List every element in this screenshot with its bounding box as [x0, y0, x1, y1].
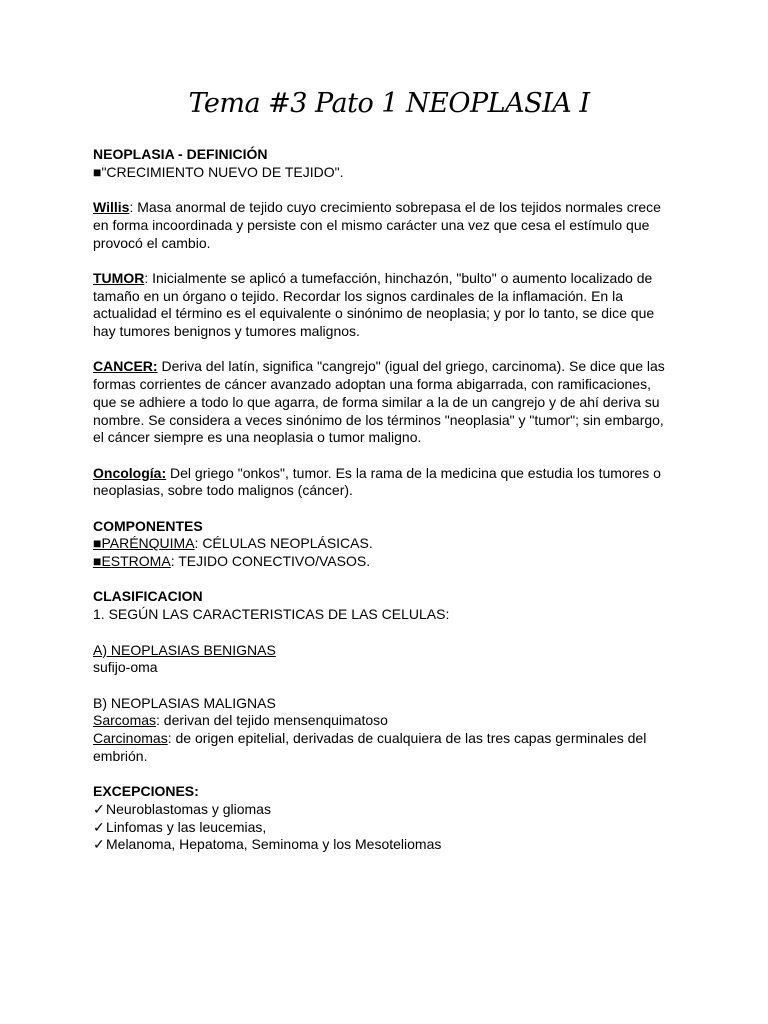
oncologia-section: [93, 465, 683, 500]
willis-section: [93, 199, 683, 252]
check-icon: ✓: [93, 836, 105, 853]
excepcion-text: Neuroblastomas y gliomas: [106, 800, 271, 817]
willis-line-2: en forma incoordinada y persiste con el mismo carácter una vez que cesa el estímulo que: [93, 216, 650, 233]
componente-text-estroma: : TEJIDO CONECTIVO/VASOS.: [170, 553, 371, 570]
cancer-section: [93, 358, 683, 447]
cancer-term: CANCER:: [93, 358, 158, 375]
benignas-text: sufijo-oma: [93, 659, 158, 676]
sarcomas-line: [93, 712, 683, 730]
oncologia-text-1: Del griego "onkos", tumor. Es la rama de la medicina que estudia los tumores o: [166, 464, 661, 481]
tumor-line-3: actualidad el término es el equivalente o sinónimo de neoplasia; y por lo tanto, se dice que: [93, 305, 655, 322]
tumor-line-1: [93, 270, 683, 288]
carcinomas-text-1: : de origen epitelial, derivadas de cualquiera de las tres capas germinales del: [167, 730, 647, 747]
carcinomas-line-1: [93, 730, 683, 748]
willis-term: Willis: [93, 199, 130, 216]
definicion-section: [93, 146, 683, 181]
componente-text-parenquima: : CÉLULAS NEOPLÁSICAS.: [194, 535, 373, 552]
willis-line-1: [93, 199, 683, 217]
definicion-text: ■"CRECIMIENTO NUEVO DE TEJIDO".: [93, 163, 344, 180]
tumor-line-2: tamaño en un órgano o tejido. Recordar los signos cardinales de la inflamación. En la: [93, 287, 623, 304]
componente-item-estroma: [93, 553, 683, 571]
componente-label-estroma: ■ESTROMA: [93, 553, 171, 570]
sarcomas-term: Sarcomas: [93, 712, 157, 729]
tumor-term: TUMOR: [93, 269, 145, 286]
clasificacion-subheading: 1. SEGÚN LAS CARACTERISTICAS DE LAS CELULAS:: [93, 606, 450, 623]
cancer-line-2: formas corrientes de cáncer avanzado adoptan una forma abigarrada, con ramificaciones,: [93, 376, 651, 393]
tumor-section: [93, 270, 683, 341]
excepcion-item: [93, 836, 683, 854]
willis-text-1: : Masa anormal de tejido cuyo crecimiento sobrepasa el de los tejidos normales crece: [129, 199, 661, 216]
benignas-heading: A) NEOPLASIAS BENIGNAS: [93, 641, 276, 658]
cancer-text-1: Deriva del latín, significa "cangrejo" (igual del griego, carcinoma). Se dice que las: [157, 358, 665, 375]
willis-line-3: provocó el cambio.: [93, 234, 211, 251]
tumor-text-1: : Inicialmente se aplicó a tumefacción, hinchazón, "bulto" o aumento localizado de: [144, 269, 653, 286]
clasificacion-heading: CLASIFICACION: [93, 588, 203, 605]
carcinomas-term: Carcinomas: [93, 730, 168, 747]
oncologia-line-2: neoplasias, sobre todo malignos (cáncer).: [93, 482, 353, 499]
oncologia-term: Oncología:: [93, 464, 167, 481]
malignas-heading: B) NEOPLASIAS MALIGNAS: [93, 694, 276, 711]
clasificacion-section: [93, 588, 683, 623]
sarcomas-text: : derivan del tejido mensenquimatoso: [156, 712, 388, 729]
componente-item-parenquima: [93, 535, 683, 553]
definicion-heading: NEOPLASIA - DEFINICIÓN: [93, 146, 268, 162]
malignas-section: [93, 695, 683, 766]
componente-label-parenquima: ■PARÉNQUIMA: [93, 535, 195, 552]
excepcion-item: [93, 801, 683, 819]
tumor-line-4: hay tumores benignos y tumores malignos.: [93, 323, 360, 339]
excepcion-text: Linfomas y las leucemias,: [106, 818, 267, 835]
componentes-section: [93, 518, 683, 571]
oncologia-line-1: [93, 465, 683, 483]
carcinomas-line-2: embrión.: [93, 747, 148, 764]
cancer-line-3: que se adhiere a todo lo que agarra, de forma similar a la de un cangrejo y de ahí deriva su: [93, 393, 660, 410]
componentes-heading: COMPONENTES: [93, 517, 203, 534]
excepcion-text: Melanoma, Hepatoma, Seminoma y los Mesoteliomas: [106, 836, 442, 853]
check-icon: ✓: [93, 800, 105, 817]
document-title: Tema #3 Pato 1 NEOPLASIA I: [188, 88, 590, 119]
benignas-section: [93, 642, 683, 677]
check-icon: ✓: [93, 818, 105, 835]
cancer-line-4: nombre. Se considera a veces sinónimo de los términos "neoplasia" y "tumor"; sin embargo,: [93, 411, 664, 428]
excepciones-heading: EXCEPCIONES:: [93, 783, 199, 800]
cancer-line-1: [93, 358, 683, 376]
excepcion-item: [93, 819, 683, 837]
cancer-line-5: el cáncer siempre es una neoplasia o tumor maligno.: [93, 429, 422, 446]
excepciones-section: [93, 783, 683, 854]
document-body: [93, 146, 683, 872]
